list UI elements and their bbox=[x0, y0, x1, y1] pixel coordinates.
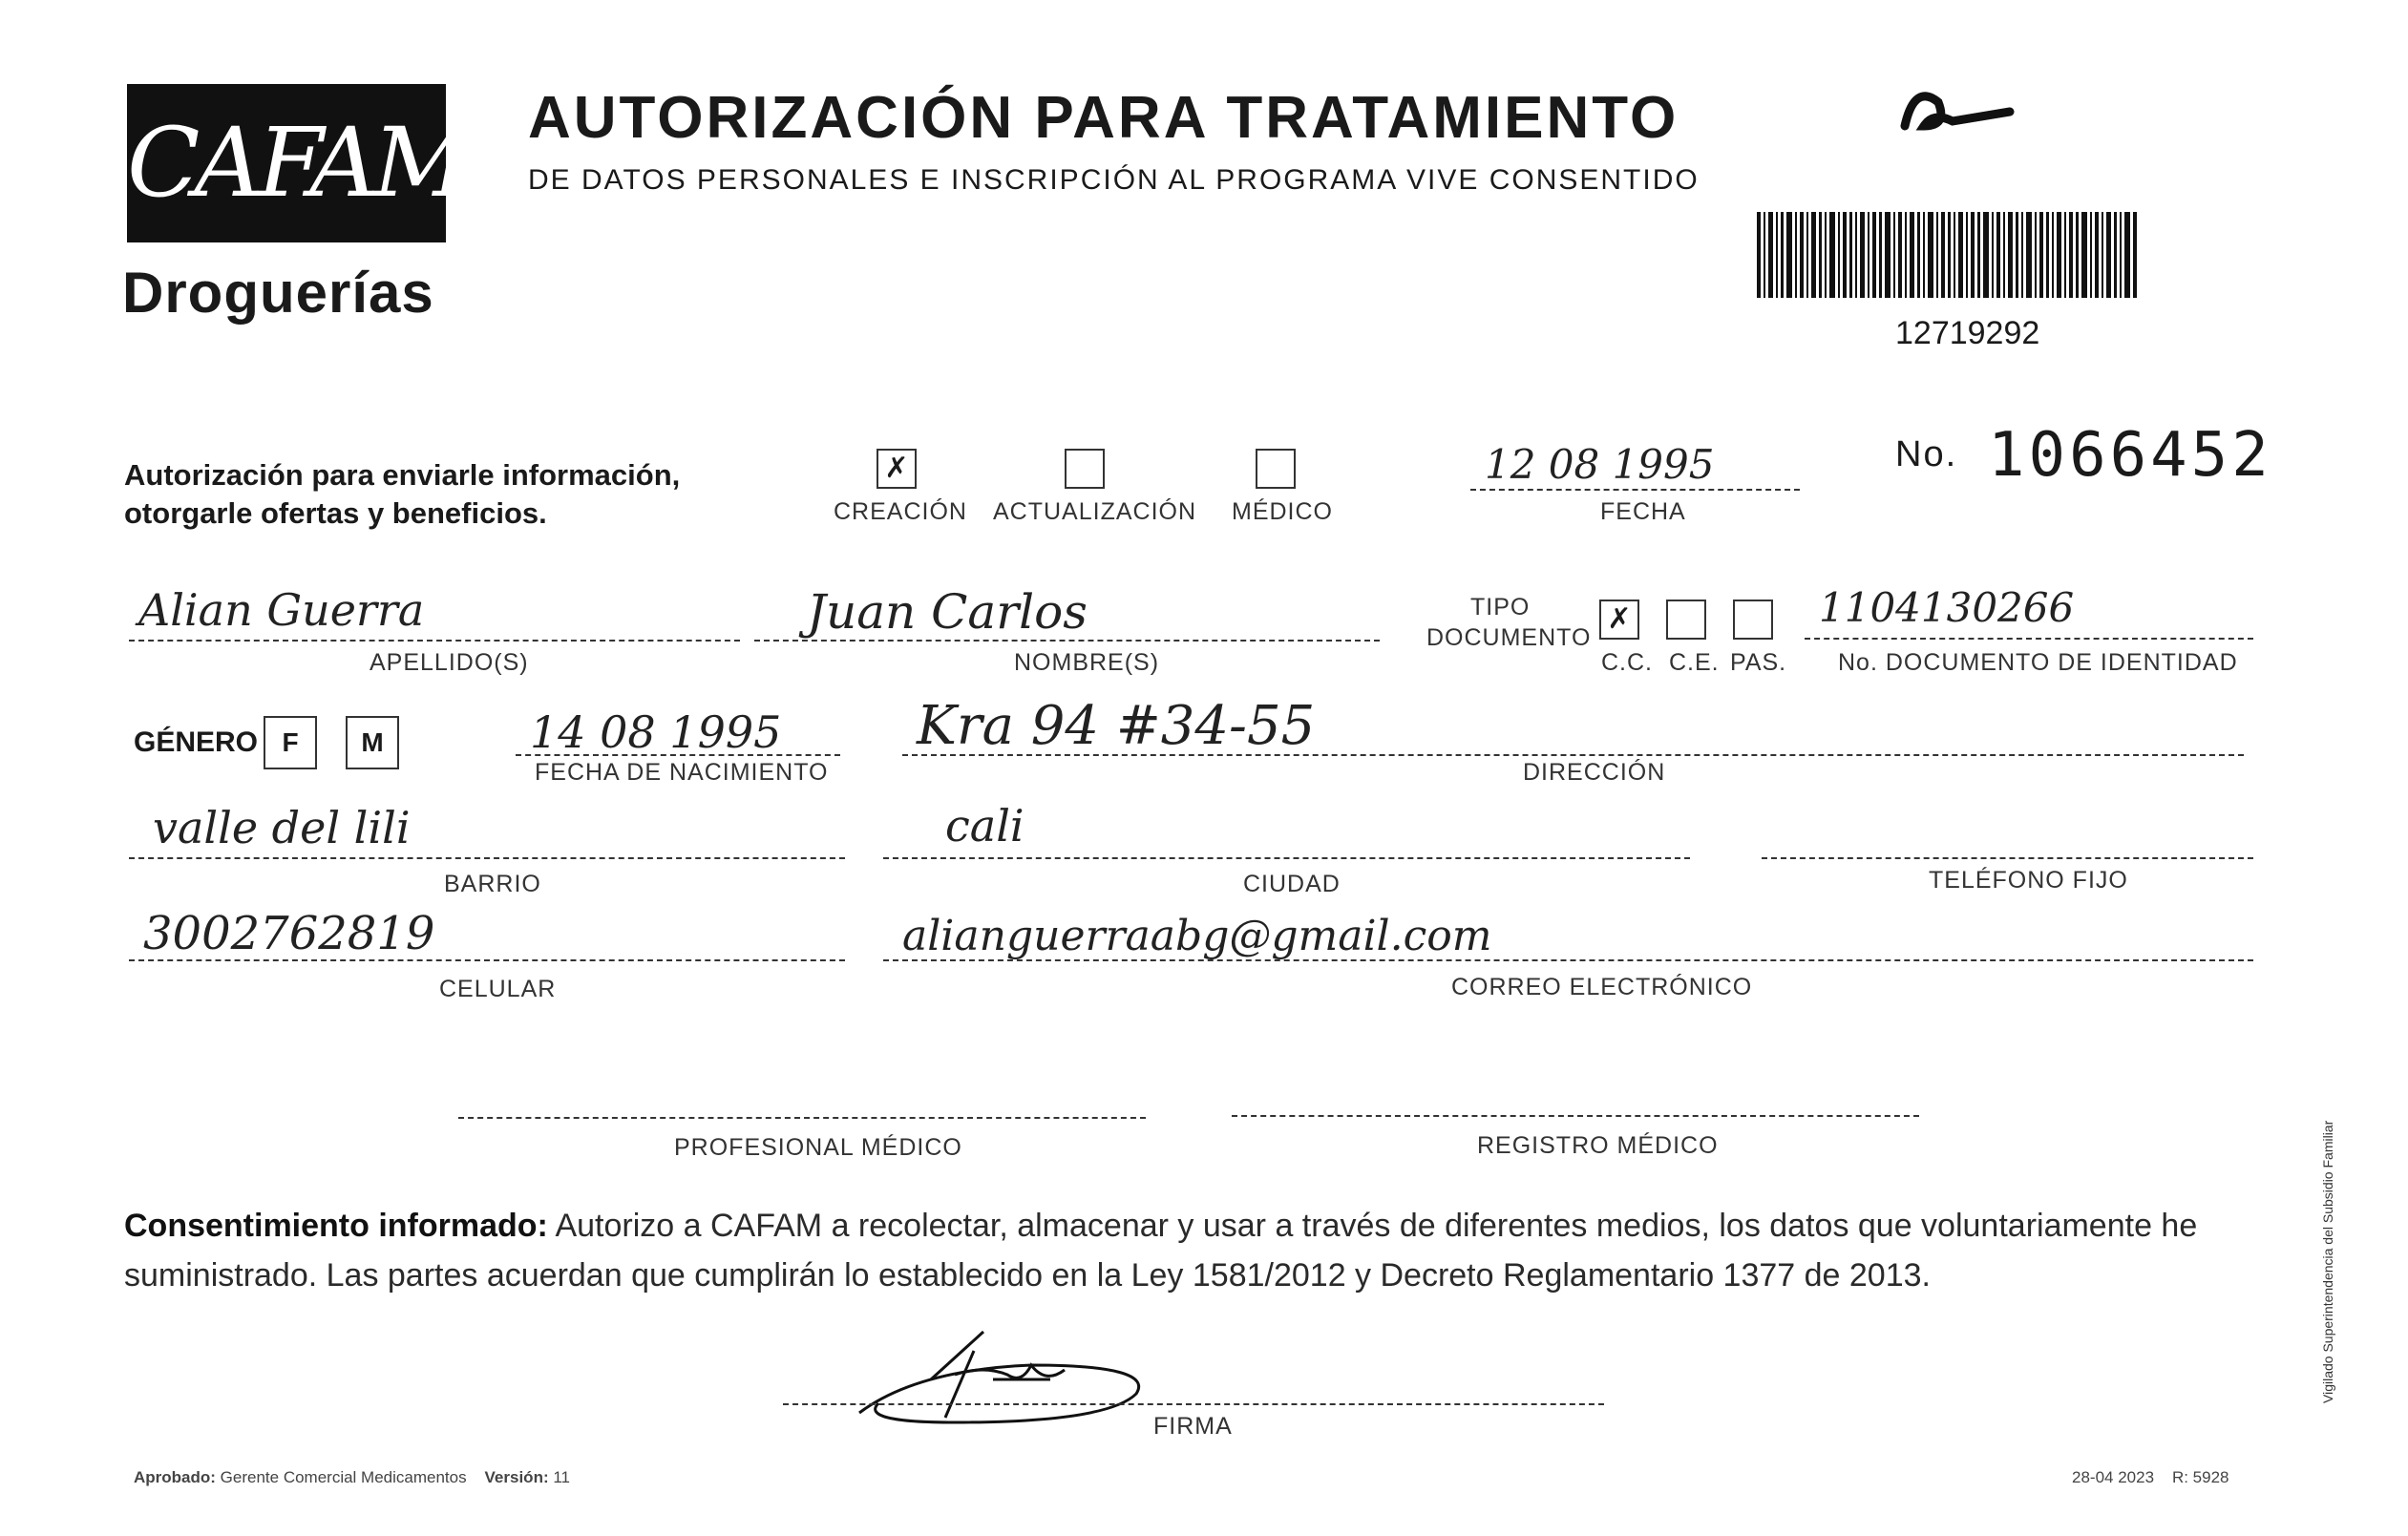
cc-label: C.C. bbox=[1601, 649, 1653, 676]
folio-label: No. bbox=[1895, 434, 1958, 474]
medico-label: MÉDICO bbox=[1232, 498, 1333, 525]
genero-f-box[interactable]: F bbox=[264, 716, 317, 769]
actualizacion-checkbox[interactable] bbox=[1065, 449, 1105, 489]
consent-paragraph bbox=[124, 1201, 2272, 1300]
celular-line bbox=[129, 959, 845, 961]
signature-image bbox=[840, 1313, 1165, 1437]
barrio-label: BARRIO bbox=[444, 871, 541, 897]
apellidos-line bbox=[129, 640, 740, 642]
footer-date-code: 28-04 2023 bbox=[2072, 1468, 2155, 1486]
barcode bbox=[1757, 212, 2139, 298]
nacimiento-value[interactable]: 14 08 1995 bbox=[530, 706, 782, 758]
version-value: 11 bbox=[553, 1468, 571, 1486]
documento-label: No. DOCUMENTO DE IDENTIDAD bbox=[1838, 649, 2238, 676]
ciudad-value[interactable]: cali bbox=[945, 800, 1024, 852]
apellidos-value[interactable]: Alian Guerra bbox=[138, 584, 425, 636]
folio-number: 1066452 bbox=[1988, 420, 2272, 491]
creacion-checkbox[interactable]: ✗ bbox=[877, 449, 917, 489]
documento-line bbox=[1805, 638, 2253, 640]
correo-line bbox=[883, 959, 2253, 961]
documento-value[interactable]: 1104130266 bbox=[1819, 584, 2075, 631]
fecha-line bbox=[1470, 489, 1800, 491]
version-label: Versión: bbox=[484, 1468, 549, 1486]
actualizacion-label: ACTUALIZACIÓN bbox=[993, 498, 1197, 525]
registro-label: REGISTRO MÉDICO bbox=[1477, 1132, 1719, 1159]
form-subtitle: DE DATOS PERSONALES E INSCRIPCIÓN AL PROGRAMA VIVE CONSENTIDO bbox=[528, 164, 1700, 196]
form-title: AUTORIZACIÓN PARA TRATAMIENTO bbox=[528, 85, 1679, 151]
authorization-label-2: otorgarle ofertas y beneficios. bbox=[124, 496, 547, 530]
registro-line bbox=[1232, 1115, 1919, 1117]
consent-heading: Consentimiento informado: bbox=[124, 1208, 548, 1244]
telefono-label: TELÉFONO FIJO bbox=[1929, 867, 2128, 894]
barcode-number: 12719292 bbox=[1895, 315, 2040, 351]
nombres-label: NOMBRE(S) bbox=[1014, 649, 1160, 676]
celular-value[interactable]: 3002762819 bbox=[143, 907, 435, 960]
direccion-value[interactable]: Kra 94 #34-55 bbox=[917, 695, 1316, 757]
aprobado-value: Gerente Comercial Medicamentos bbox=[220, 1468, 467, 1486]
consent-text: Autorizo a CAFAM a recolectar, almacenar y usar a través de diferentes medios, los datos que voluntariamente he suministrado. Las partes acuerdan que cumplirán lo establecido en la Ley 1581/2012 y Decreto Reglamentario 1377 de 2013. bbox=[124, 1208, 2198, 1294]
fecha-value[interactable]: 12 08 1995 bbox=[1485, 441, 1715, 488]
barrio-line bbox=[129, 857, 845, 859]
celular-label: CELULAR bbox=[439, 976, 557, 1002]
genero-m-box[interactable]: M bbox=[346, 716, 399, 769]
telefono-line bbox=[1762, 857, 2253, 859]
direccion-line bbox=[902, 754, 2244, 756]
barrio-value[interactable]: valle del lili bbox=[153, 802, 411, 853]
firma-label: FIRMA bbox=[1153, 1413, 1233, 1440]
footer-code: R: 5928 bbox=[2171, 1468, 2229, 1486]
profesional-line bbox=[458, 1117, 1146, 1119]
aprobado-label: Aprobado: bbox=[134, 1468, 216, 1486]
pas-checkbox[interactable] bbox=[1733, 600, 1773, 640]
genero-label: GÉNERO bbox=[134, 726, 259, 758]
fecha-label: FECHA bbox=[1600, 498, 1686, 525]
nombres-value[interactable]: Juan Carlos bbox=[807, 584, 1088, 640]
footer-approval bbox=[134, 1468, 570, 1487]
side-note: Vigilado Superintendencia del Subsidio Familiar bbox=[2320, 1120, 2335, 1403]
ce-checkbox[interactable] bbox=[1666, 600, 1706, 640]
ciudad-line bbox=[883, 857, 1690, 859]
eye-mark-icon bbox=[1895, 69, 2019, 145]
nombres-line bbox=[754, 640, 1380, 642]
nacimiento-line bbox=[516, 754, 840, 756]
correo-value[interactable]: alianguerraabg@gmail.com bbox=[902, 912, 1492, 960]
medico-checkbox[interactable] bbox=[1256, 449, 1296, 489]
tipo-label-1: TIPO bbox=[1470, 594, 1531, 621]
authorization-label-1: Autorización para enviarle información, bbox=[124, 458, 681, 492]
ciudad-label: CIUDAD bbox=[1243, 871, 1341, 897]
pas-label: PAS. bbox=[1730, 649, 1787, 676]
cafam-logo: CAFAM bbox=[127, 107, 466, 219]
tipo-label-2: DOCUMENTO bbox=[1426, 624, 1592, 651]
cc-checkbox[interactable]: ✗ bbox=[1599, 600, 1639, 640]
apellidos-label: APELLIDO(S) bbox=[370, 649, 529, 676]
footer-codes bbox=[2072, 1468, 2228, 1487]
ce-label: C.E. bbox=[1669, 649, 1720, 676]
logo-subtitle: Droguerías bbox=[122, 261, 434, 325]
profesional-label: PROFESIONAL MÉDICO bbox=[674, 1134, 962, 1161]
creacion-label: CREACIÓN bbox=[834, 498, 967, 525]
correo-label: CORREO ELECTRÓNICO bbox=[1451, 974, 1753, 1000]
firma-line bbox=[783, 1403, 1604, 1405]
direccion-label: DIRECCIÓN bbox=[1523, 759, 1666, 786]
nacimiento-label: FECHA DE NACIMIENTO bbox=[535, 759, 829, 786]
